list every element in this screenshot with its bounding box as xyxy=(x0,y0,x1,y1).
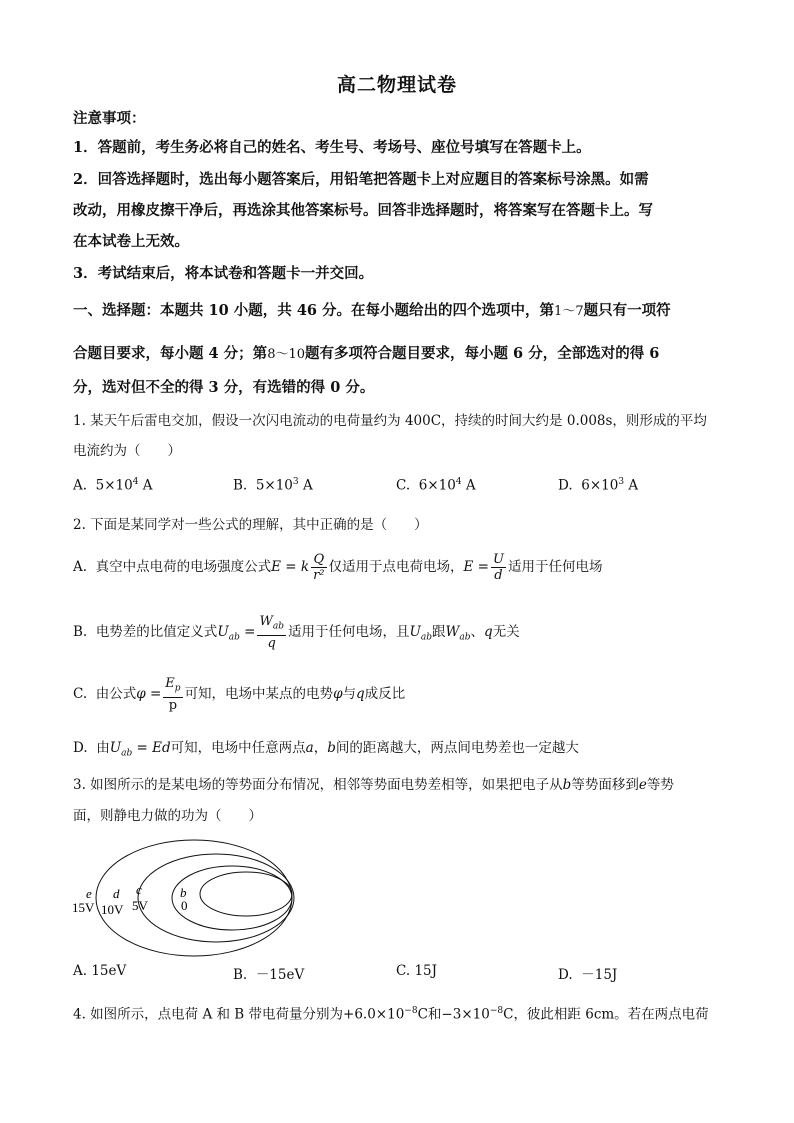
q1-option-a[interactable]: A. $5\times 10^4$ A xyxy=(73,477,153,494)
notice-heading: 注意事项： xyxy=(73,110,146,127)
equipotential-c xyxy=(172,866,292,930)
value-b: 0 xyxy=(181,898,188,913)
q1-option-b[interactable]: B. $5\times 10^3$ A xyxy=(233,477,313,494)
fraction: $\frac{W_{ab}}{q}$ xyxy=(259,614,284,651)
q4-stem: 4. 如图所示，点电荷 A 和 B 带电荷量分别为$+6.0\times 10^{-8}C$和$-3\times 10^{-8}C$，彼此相距 6cm。若在两点电荷 xyxy=(73,1006,709,1023)
equipotential-b xyxy=(200,872,292,916)
notice-item: 2．回答选择题时，选出每小题答案后，用铅笔把答题卡上对应题目的答案标号涂黑。如需 xyxy=(73,171,649,188)
q3-stem-cont: 面，则静电力做的功为（ ） xyxy=(73,808,262,824)
q2-stem: 2. 下面是某同学对一些公式的理解，其中正确的是（ ） xyxy=(73,517,428,533)
q3-stem: 3. 如图所示的是某电场的等势面分布情况，相邻等势面电势差相等，如果把电子从b等势面移到e等势 xyxy=(73,777,674,793)
fraction: $\frac{E_p}{p}$ xyxy=(165,676,181,713)
notice-item: 1．答题前，考生务必将自己的姓名、考生号、考场号、座位号填写在答题卡上。 xyxy=(73,139,591,156)
label-e: e xyxy=(86,886,92,901)
q1-option-c[interactable]: C. $6\times 10^4$ A xyxy=(396,477,476,494)
label-d: d xyxy=(113,886,120,901)
notice-item: 在本试卷上无效。 xyxy=(73,233,189,250)
q1-stem: 1. 某天午后雷电交加，假设一次闪电流动的电荷量约为 400C，持续的时间大约是 0.008s，则形成的平均 xyxy=(73,413,707,429)
value-e: 15V xyxy=(72,900,95,915)
label-c: c xyxy=(136,882,142,897)
section-instructions-line2: 合题目要求，每小题 4 分；第8～10题有多项符合题目要求，每小题 6 分，全部选对的得 6 xyxy=(73,345,660,362)
q3-option-b[interactable]: B. －15eV xyxy=(233,967,305,983)
q2-option-b[interactable]: B. 电势差的比值定义式$U_{ab}$ = $\frac{W_{ab}}{q}$ 适用于任何电场，且$U_{ab}$跟$W_{ab}$、q无关 xyxy=(73,614,520,651)
section-instructions-line3: 分，选对但不全的得 3 分，有选错的得 0 分。 xyxy=(73,379,375,396)
q1-option-d[interactable]: D. $6\times 10^3$ A xyxy=(558,477,639,494)
notice-item: 改动，用橡皮擦干净后，再选涂其他答案标号。回答非选择题时，将答案写在答题卡上。写 xyxy=(73,202,653,219)
label-b: b xyxy=(180,885,187,900)
equipotential-e xyxy=(96,840,292,956)
fraction: $\frac{Q}{\text{r²}}$ xyxy=(313,552,325,583)
q2-option-c[interactable]: C. 由公式φ = $\frac{E_p}{p}$ 可知，电场中某点的电势φ与q成反比 xyxy=(73,676,406,713)
q3-option-a[interactable]: A. 15eV xyxy=(73,963,127,979)
q3-option-d[interactable]: D. －15J xyxy=(558,967,618,983)
value-c: 5V xyxy=(132,898,148,913)
equipotential-figure xyxy=(66,836,326,962)
q2-option-d[interactable]: D. 由$U_{ab} = Ed$可知，电场中任意两点a，b间的距离越大，两点间电势差也一定越大 xyxy=(73,740,579,759)
page-title: 高二物理试卷 xyxy=(336,74,457,96)
q3-option-c[interactable]: C. 15J xyxy=(396,963,438,979)
notice-item: 3．考试结束后，将本试卷和答题卡一并交回。 xyxy=(73,265,374,282)
fraction: $\frac{U}{d}$ xyxy=(492,552,504,583)
value-d: 10V xyxy=(101,902,124,917)
q2-option-a[interactable]: A. 真空中点电荷的电场强度公式E = k $\frac{Q}{\text{r²}}$ 仅适用于点电荷电场，E = $\frac{U}{d}$ 适用于任何电场 xyxy=(73,552,603,583)
section-instructions-line1: 一、选择题：本题共 10 小题，共 46 分。在每小题给出的四个选项中，第1～7题只有一项符 xyxy=(73,302,671,319)
q1-stem-cont: 电流约为（ ） xyxy=(73,443,181,459)
